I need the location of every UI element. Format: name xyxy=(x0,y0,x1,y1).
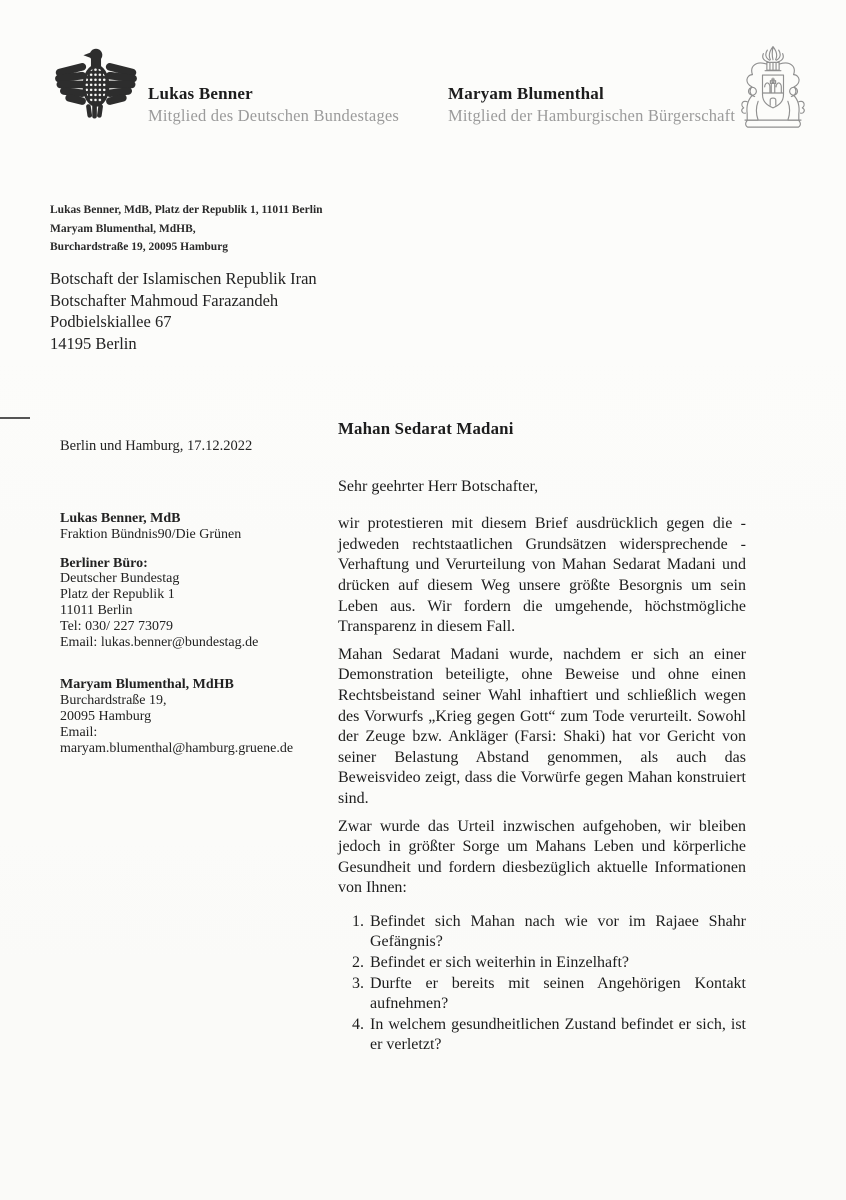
benner-role: Mitglied des Deutschen Bundestages xyxy=(148,106,400,125)
date-line: Berlin und Hamburg, 17.12.2022 xyxy=(60,438,253,454)
blumenthal-name: Maryam Blumenthal xyxy=(448,84,604,103)
contact-column xyxy=(60,511,310,756)
hamburg-coat-of-arms-icon xyxy=(729,44,817,147)
blumenthal-role: Mitglied der Hamburgischen Bürgerschaft xyxy=(448,106,736,125)
recipient-address xyxy=(50,268,317,354)
recipient-line: Botschafter Mahmoud Farazandeh xyxy=(50,290,279,310)
salutation: Sehr geehrter Herr Botschafter, xyxy=(338,477,539,495)
paragraph: wir protestieren mit diesem Brief ausdrücklich gegen die - jedweden rechtstaatlichen Grundsätzen widersprechende - Verhaftung und Verurteilung von Mahan Sedarat Madani und drücken auf diesem Weg unsere größte Besorgnis um sein Leben aus. Wir fordern die umgehende, höchstmögliche Transparenz in diesem Fall. xyxy=(338,515,746,636)
contact-benner-office-line: Deutscher Bundestag xyxy=(60,571,180,587)
paragraph: Zwar wurde das Urteil inzwischen aufgehoben, wir bleiben jedoch in größter Sorge um Mahans Leben und körperliche Gesundheit und fordern diesbezüglich aktuelle Informationen von Ihnen: xyxy=(338,817,746,897)
recipient-line: Botschaft der Islamischen Republik Iran xyxy=(50,269,317,288)
bundestag-eagle-icon xyxy=(54,42,138,131)
sender-return-address xyxy=(50,201,323,257)
recipient-line: 14195 Berlin xyxy=(50,333,137,353)
contact-blumenthal-email: maryam.blumenthal@hamburg.gruene.de xyxy=(60,740,294,756)
contact-benner-phone: Tel: 030/ 227 73079 xyxy=(60,618,173,634)
header-benner xyxy=(148,82,399,127)
contact-benner-office-heading: Berliner Büro: xyxy=(60,555,148,571)
recipient-line: Podbielskiallee 67 xyxy=(50,312,172,332)
contact-benner-name: Lukas Benner, MdB xyxy=(60,511,181,526)
contact-benner-office-line: Platz der Republik 1 xyxy=(60,587,175,603)
contact-benner-fraktion: Fraktion Bündnis90/Die Grünen xyxy=(60,526,242,542)
fold-mark xyxy=(0,417,30,419)
sender-line: Maryam Blumenthal, MdHB, xyxy=(50,222,196,235)
letter-body xyxy=(338,419,746,1056)
sender-line: Burchardstraße 19, 20095 Hamburg xyxy=(50,241,229,253)
question-item: 1. Befindet sich Mahan nach wie vor im Rajaee Shahr Gefängnis? xyxy=(368,912,746,953)
contact-blumenthal-name: Maryam Blumenthal, MdHB xyxy=(60,677,234,693)
benner-name: Lukas Benner xyxy=(148,84,253,103)
subject-line: Mahan Sedarat Madani xyxy=(338,419,514,438)
contact-benner-office-line: 11011 Berlin xyxy=(60,602,133,618)
contact-blumenthal-line: Burchardstraße 19, xyxy=(60,693,167,709)
sender-line: Lukas Benner, MdB, Platz der Republik 1, 11011 Berlin xyxy=(50,204,323,216)
question-list xyxy=(338,912,746,1056)
question-item: 3. Durfte er bereits mit seinen Angehörigen Kontakt aufnehmen? xyxy=(368,974,746,1015)
question-item: 2. Befindet er sich weiterhin in Einzelhaft? xyxy=(368,953,746,974)
contact-blumenthal-line: 20095 Hamburg xyxy=(60,708,152,724)
question-item: 4. In welchem gesundheitlichen Zustand befindet er sich, ist er verletzt? xyxy=(368,1015,746,1056)
paragraph: Mahan Sedarat Madani wurde, nachdem er sich an einer Demonstration beteiligte, ohne Beweise und ohne einen Rechtsbeistand seiner Wahl inhaftiert und schließlich wegen des Vorwurfs „Krieg gegen Gott“ zum Tode verurteilt. Sowohl der Zeuge bzw. Ankläger (Farsi: Shaki) hat vor Gericht von seiner Belastung Abstand genommen, als auch das Beweisvideo zeigt, dass die Vorwürfe gegen Mahan konstruiert sind. xyxy=(338,645,746,807)
header-blumenthal xyxy=(448,82,735,127)
contact-benner-email: Email: lukas.benner@bundestag.de xyxy=(60,634,259,650)
contact-blumenthal-email-label: Email: xyxy=(60,724,98,740)
